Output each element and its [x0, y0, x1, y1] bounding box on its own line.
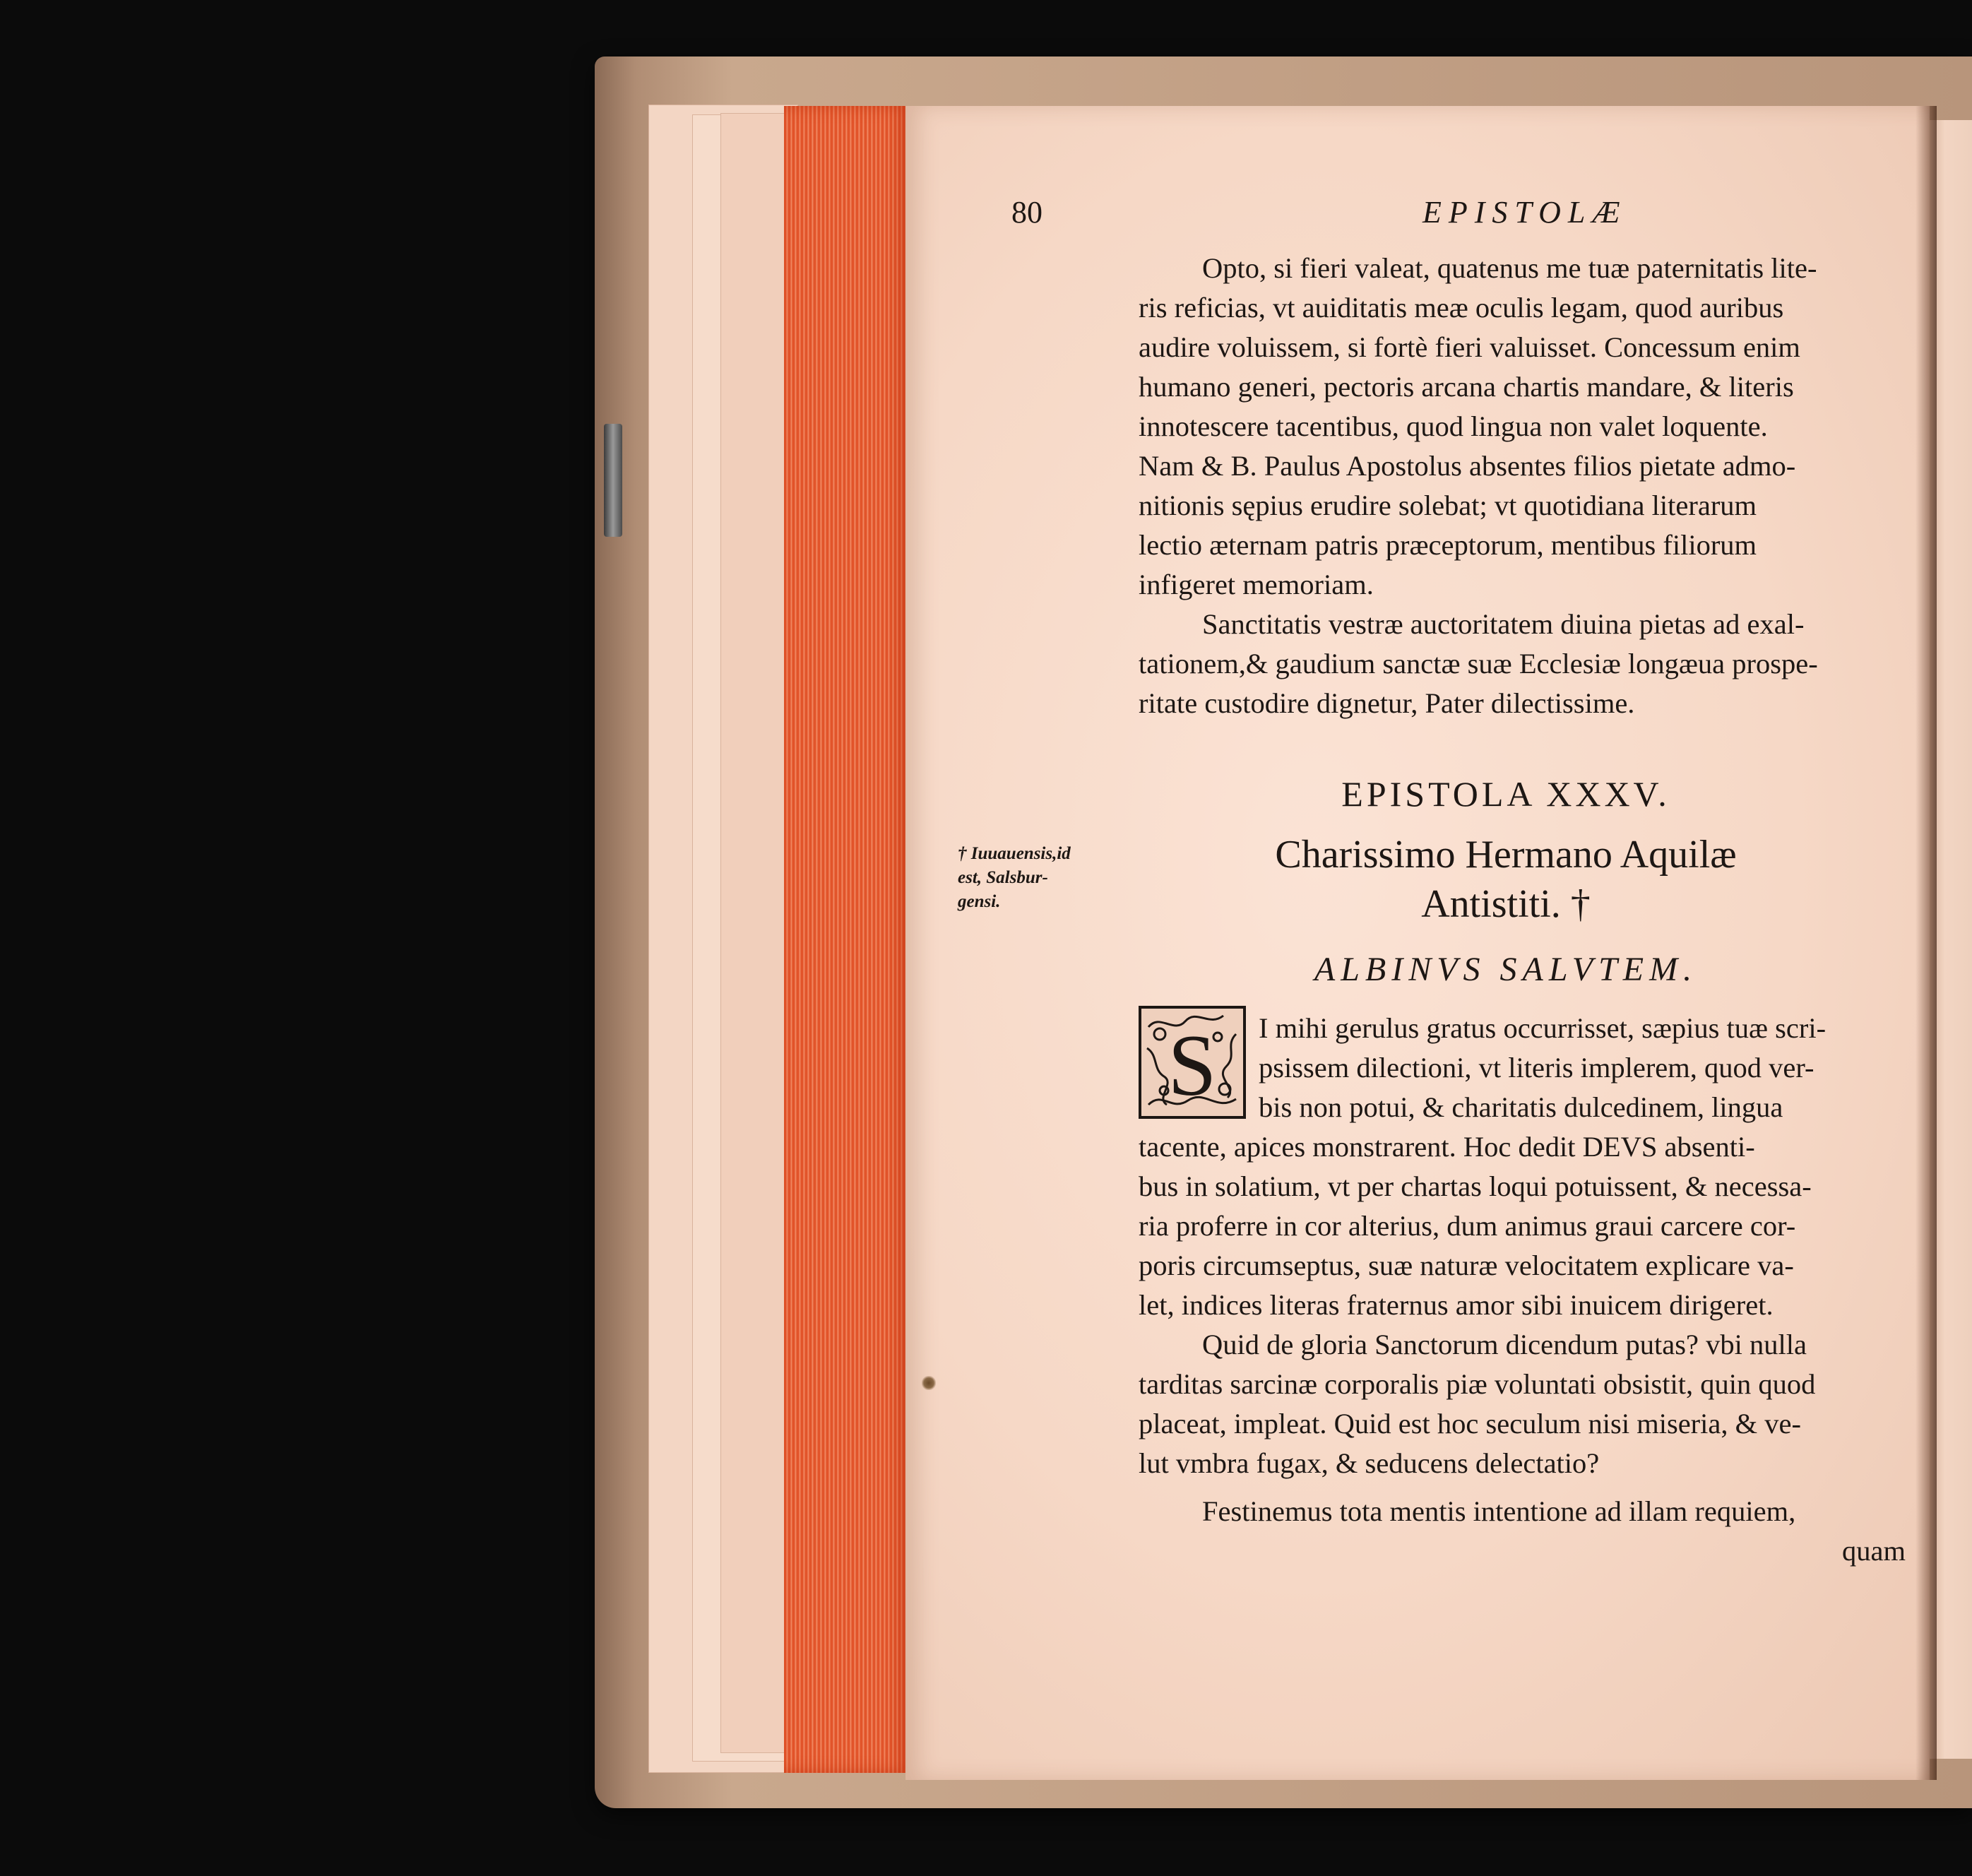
text-line: innotescere tacentibus, quod lingua non valet loquente.	[1139, 410, 1768, 442]
dropcap-text	[1259, 1009, 1913, 1127]
text-line: tationem,& gaudium sanctæ suæ Ecclesiæ longæua prospe-	[1139, 648, 1818, 679]
letter-text	[1139, 1127, 1913, 1571]
initial-letter: S	[1168, 1017, 1217, 1114]
text-line: poris circumseptus, suæ naturæ velocitatem explicare va-	[1139, 1249, 1794, 1281]
text-line: I mihi gerulus gratus occurrisset, sæpius tuæ scri-	[1259, 1012, 1827, 1044]
catchword: quam	[1842, 1535, 1906, 1567]
salutation: ALBINVS SALVTEM.	[1314, 951, 1698, 988]
margin-note-line: † Iuuauensis,id	[958, 844, 1071, 863]
text-line: let, indices literas fraternus amor sibi inuicem dirigeret.	[1139, 1289, 1774, 1321]
text-line: Quid de gloria Sanctorum dicendum putas? vbi nulla	[1202, 1329, 1807, 1360]
text-line: Nam & B. Paulus Apostolus absentes filios pietate admo-	[1139, 450, 1796, 482]
text-line: audire voluissem, si fortè fieri valuisset. Concessum enim	[1139, 331, 1800, 363]
addressee-line: Antistiti. †	[1421, 882, 1591, 926]
text-line: psissem dilectioni, vt literis implerem, quod ver-	[1259, 1052, 1814, 1084]
page-header	[1011, 194, 1930, 237]
text-line: bus in solatium, vt per chartas loqui potuissent, & necessa-	[1139, 1170, 1812, 1202]
text-line: ris reficias, vt auiditatis meæ oculis legam, quod auribus	[1139, 292, 1784, 323]
text-line: ria proferre in cor alterius, dum animus graui carcere cor-	[1139, 1210, 1796, 1242]
text-line: Opto, si fieri valeat, quatenus me tuæ paternitatis lite-	[1202, 252, 1817, 284]
letter-addressee	[1139, 830, 1873, 929]
decorated-initial-ornament	[1139, 1006, 1246, 1119]
letter-heading: EPISTOLA XXXV.	[1341, 774, 1670, 814]
margin-note-line: est, Salsbur-	[958, 868, 1048, 887]
running-head: EPISTOLÆ	[1422, 195, 1627, 230]
folio-number: 80	[1011, 195, 1043, 230]
clasp-fragment	[604, 424, 622, 537]
text-line: nitionis sępius erudire solebat; vt quotidiana literarum	[1139, 489, 1757, 521]
previous-letter-text	[1139, 249, 1913, 723]
ink-stain	[922, 1376, 936, 1390]
text-line: tacente, apices monstrarent. Hoc dedit DEVS absenti-	[1139, 1131, 1755, 1163]
margin-note	[958, 842, 1120, 914]
text-line: Festinemus tota mentis intentione ad illam requiem,	[1202, 1495, 1796, 1527]
text-line: lectio æternam patris præceptorum, mentibus filiorum	[1139, 529, 1757, 561]
text-line: Sanctitatis vestræ auctoritatem diuina pietas ad exal-	[1202, 608, 1805, 640]
text-line: lut vmbra fugax, & seducens delectatio?	[1139, 1447, 1600, 1479]
text-line: humano generi, pectoris arcana chartis mandare, & literis	[1139, 371, 1794, 403]
margin-note-line: gensi.	[958, 892, 1001, 911]
text-line: infigeret memoriam.	[1139, 569, 1374, 600]
gutter-shadow	[1915, 106, 1937, 1780]
text-line: ritate custodire dignetur, Pater dilectissime.	[1139, 687, 1635, 719]
page-stack-leaf	[720, 113, 792, 1753]
red-page-edges	[784, 106, 908, 1773]
text-line: bis non potui, & charitatis dulcedinem, lingua	[1259, 1091, 1783, 1123]
decorated-initial	[1139, 1006, 1246, 1119]
text-line: placeat, impleat. Quid est hoc seculum nisi miseria, & ve-	[1139, 1408, 1801, 1439]
text-line: tarditas sarcinæ corporalis piæ voluntati obsistit, quin quod	[1139, 1368, 1816, 1400]
addressee-line: Charissimo Hermano Aquilæ	[1275, 833, 1737, 877]
